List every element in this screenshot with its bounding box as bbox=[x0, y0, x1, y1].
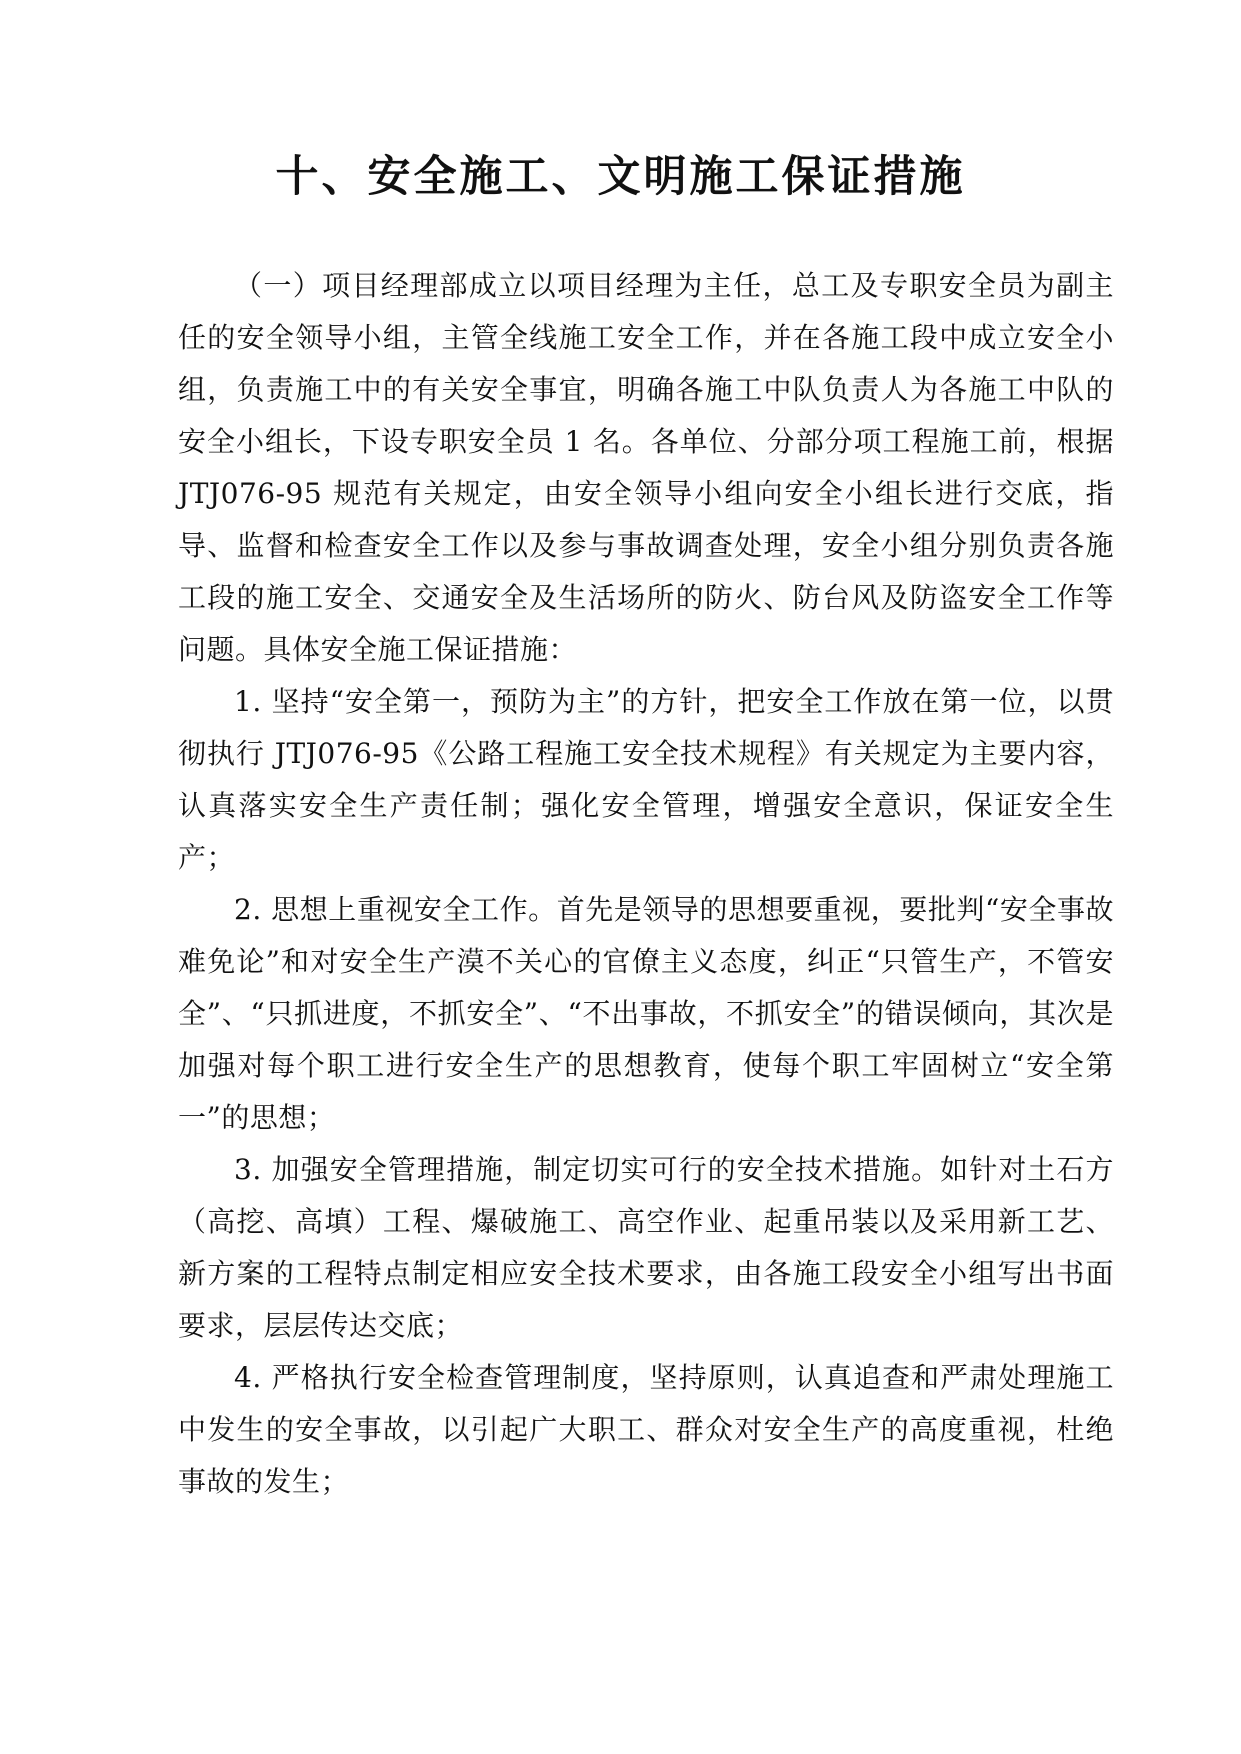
paragraph-item-3: 3. 加强安全管理措施，制定切实可行的安全技术措施。如针对土石方（高挖、高填）工程、爆破施工、高空作业、起重吊装以及采用新工艺、新方案的工程特点制定相应安全技术要求，由各施工段安全小组写出书面要求，层层传达交底； bbox=[178, 1153, 1114, 1342]
paragraph-item-4: 4. 严格执行安全检查管理制度，坚持原则，认真追查和严肃处理施工中发生的安全事故，以引起广大职工、群众对安全生产的高度重视，杜绝事故的发生； bbox=[178, 1361, 1114, 1498]
paragraph-item-2: 2. 思想上重视安全工作。首先是领导的思想要重视，要批判“安全事故难免论”和对安全生产漠不关心的官僚主义态度，纠正“只管生产，不管安全”、“只抓进度，不抓安全”、“不出事故，不抓安全”的错误倾向，其次是加强对每个职工进行安全生产的思想教育，使每个职工牢固树立“安全第一”的思想； bbox=[178, 893, 1114, 1134]
paragraph-intro: （一）项目经理部成立以项目经理为主任，总工及专职安全员为副主任的安全领导小组，主管全线施工安全工作，并在各施工段中成立安全小组，负责施工中的有关安全事宜，明确各施工中队负责人为各施工中队的安全小组长，下设专职安全员 1 名。各单位、分部分项工程施工前，根据 JTJ076-95 规范有关规定，由安全领导小组向安全小组长进行交底，指导、监督和检查安全工作以及参与事故调查处理，安全小组分别负责各施工段的施工安全、交通安全及生活场所的防火、防台风及防盗安全工作等问题。具体安全施工保证措施： bbox=[178, 269, 1114, 666]
paragraph-item-1: 1. 坚持“安全第一，预防为主”的方针，把安全工作放在第一位，以贯彻执行 JTJ076-95《公路工程施工安全技术规程》有关规定为主要内容，认真落实安全生产责任制；强化安全管理，增强安全意识，保证安全生产； bbox=[178, 685, 1114, 874]
page-title: 十、安全施工、文明施工保证措施 bbox=[275, 151, 966, 202]
document-body bbox=[178, 260, 1114, 1508]
